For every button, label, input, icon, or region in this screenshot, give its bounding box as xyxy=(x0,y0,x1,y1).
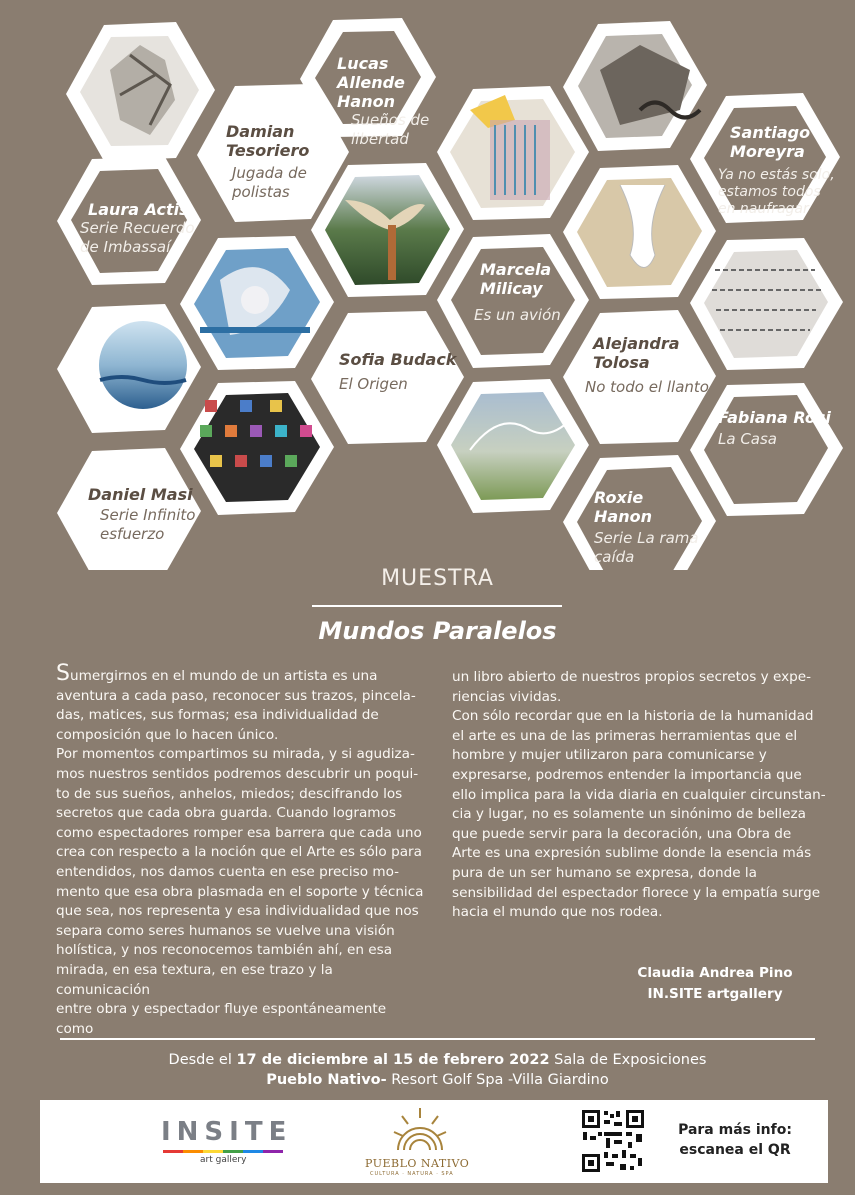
artist-name: Hanon xyxy=(337,92,395,111)
text-line: que sea, nos representa y esa individualidad que nos xyxy=(56,903,419,920)
drop-cap: S xyxy=(56,661,70,686)
hex-squares-img xyxy=(180,381,334,515)
work-title: caída xyxy=(594,548,635,566)
section-heading: MUESTRA xyxy=(381,566,494,591)
qr-code-icon[interactable] xyxy=(580,1108,646,1174)
venue-line: Pueblo Nativo- Resort Golf Spa -Villa Giardino xyxy=(266,1072,609,1088)
artist-label-roxie xyxy=(594,488,704,567)
artist-name: Tolosa xyxy=(593,353,650,372)
work-title: libertad xyxy=(351,130,409,148)
text-line: hombre y mujer utilizaron para comunicarse y xyxy=(452,747,767,764)
footer-divider xyxy=(60,1038,815,1040)
title-divider xyxy=(312,605,562,607)
work-title: No todo el llanto xyxy=(585,378,709,396)
insite-subtitle: art gallery xyxy=(200,1155,247,1165)
text-line: aventura a cada paso, reconocer sus trazos, pincela- xyxy=(56,687,416,704)
text-line: mos nuestros sentidos podremos descubrir un poqui- xyxy=(56,765,419,782)
work-title: Sueños de xyxy=(351,111,430,129)
work-title: polistas xyxy=(232,183,290,201)
hex-sea-img xyxy=(57,304,201,433)
artist-label-santiago xyxy=(718,123,836,218)
artist-label-damian xyxy=(226,122,336,202)
dates-line: Desde el 17 de diciembre al 15 de febrero 2022 Sala de Exposiciones xyxy=(168,1052,707,1068)
work-title: esfuerzo xyxy=(100,525,165,543)
artist-label-marcela xyxy=(474,260,580,325)
text-line: Arte es una expresión sublime donde la esencia más xyxy=(452,845,812,862)
artist-label-lucas xyxy=(337,54,447,149)
text-line: sensibilidad del espectador florece y la empatía surge xyxy=(452,884,821,901)
pueblo-nativo-sun-icon xyxy=(390,1104,450,1156)
text-line: Con sólo recordar que en la historia de la humanidad xyxy=(452,708,814,725)
hex-polistas xyxy=(66,22,215,161)
date-range: 17 de diciembre al 15 de febrero 2022 xyxy=(236,1052,550,1068)
work-title: Ya no estás solo, xyxy=(718,167,835,183)
body-text-left xyxy=(56,661,426,1039)
text-line: cia y lugar, no es solamente un sinónimo de belleza xyxy=(452,806,806,823)
exhibition-title: Mundos Paralelos xyxy=(318,617,557,645)
signature xyxy=(600,963,830,1005)
artist-label-daniel xyxy=(88,485,198,544)
work-title: Es un avión xyxy=(474,306,561,324)
artist-label-laura xyxy=(80,200,205,257)
venue-name: Pueblo Nativo- xyxy=(266,1072,387,1088)
artist-name: Milicay xyxy=(480,279,543,298)
hex-santiago-img xyxy=(563,21,707,151)
info-line: Para más info: xyxy=(678,1122,792,1138)
text-line: crea con respecto a la noción que el Arte es sólo para xyxy=(56,844,422,861)
insite-logo: INSITE xyxy=(161,1117,293,1147)
artist-name: Moreyra xyxy=(730,142,805,161)
artist-label-fabiana xyxy=(718,408,833,449)
artist-name: Tesoriero xyxy=(226,141,310,160)
artist-name: Roxie Hanon xyxy=(594,488,652,526)
artist-name: Marcela xyxy=(480,260,552,279)
text-line: mento que esa obra plasmada en el soporte y técnica xyxy=(56,883,424,900)
text-line: ello implica para la vida diaria en cualquier circunstan- xyxy=(452,786,826,803)
text-line: entendidos, nos damos cuenta en ese preciso mo- xyxy=(56,863,400,880)
text-line: Por momentos compartimos su mirada, y si agudiza- xyxy=(56,746,415,763)
hex-landscape-img xyxy=(437,379,589,513)
text-line: el arte es una de las primeras herramientas que el xyxy=(452,727,798,744)
artist-name: Lucas Allende xyxy=(337,54,405,92)
text-line: pura de un ser humano se expresa, donde la xyxy=(452,864,758,881)
artist-name: Alejandra xyxy=(593,334,680,353)
text-line: separa como seres humanos se vuelve una visión xyxy=(56,922,395,939)
pueblo-nativo-subtitle: CULTURA · NATURA · SPA xyxy=(370,1171,454,1177)
text-line: un libro abierto de nuestros propios secretos y expe- xyxy=(452,669,812,685)
work-title: estamos todos xyxy=(718,184,821,200)
text-line: composición que lo hacen único. xyxy=(56,726,279,743)
text-line: das, matices, sus formas; esa individualidad de xyxy=(56,707,379,724)
artist-name: Laura Actis xyxy=(88,200,189,219)
work-title: Serie La rama xyxy=(594,529,699,547)
artist-hex-grid xyxy=(0,0,855,570)
artist-label-sofia xyxy=(339,350,459,394)
artist-name: Sofia Budack xyxy=(339,350,457,369)
body-text-right xyxy=(452,668,832,923)
signature-gallery: IN.SITE artgallery xyxy=(647,986,783,1002)
hex-bolero-img xyxy=(563,165,716,299)
info-line: escanea el QR xyxy=(679,1142,791,1158)
exhibition-dates xyxy=(0,1050,855,1090)
work-title: La Casa xyxy=(718,430,777,448)
hex-marcela-img xyxy=(437,86,589,220)
text-line: expresarse, podremos entender la importancia que xyxy=(452,766,802,783)
work-title: El Origen xyxy=(339,375,408,393)
more-info-text xyxy=(670,1120,800,1160)
artist-label-alejandra xyxy=(585,334,710,397)
text-line: secretos que cada obra guarda. Cuando logramos xyxy=(56,805,396,822)
text-line: como espectadores romper esa barrera que cada uno xyxy=(56,824,422,841)
text-line: que puede servir para la decoración, una Obra de xyxy=(452,825,792,842)
text-line: riencias vividas. xyxy=(452,688,562,705)
text-line: mirada, en esa textura, en ese trazo y la comunicación xyxy=(56,961,333,998)
text-line: entre obra y espectador fluye espontáneamente como xyxy=(56,1001,387,1037)
work-title: de Imbassaí xyxy=(80,238,171,256)
text-line: Sumergirnos en el mundo de un artista es una xyxy=(56,661,378,686)
artist-name: Fabiana Rosi xyxy=(718,408,831,427)
text-line: to de sus sueños, anhelos, miedos; descifrando los xyxy=(56,785,403,802)
pueblo-nativo-logo: PUEBLO NATIVO xyxy=(365,1157,470,1170)
insite-logo-colorbar xyxy=(163,1150,283,1153)
artist-name: Santiago xyxy=(730,123,811,142)
work-title: en naufragar xyxy=(718,201,809,217)
work-title: Jugada de xyxy=(232,164,307,182)
hex-casa-img xyxy=(690,238,843,370)
artist-name: Damian xyxy=(226,122,295,141)
text-line: holística, y nos reconocemos también ahí, en esa xyxy=(56,942,393,959)
artist-name: Daniel Masi xyxy=(88,485,193,504)
footer-logos xyxy=(40,1100,828,1183)
work-title: Serie Infinito xyxy=(100,506,196,524)
hex-fabiana xyxy=(690,383,843,516)
text-line: hacia el mundo que nos rodea. xyxy=(452,904,663,921)
work-title: Serie Recuerdo xyxy=(80,219,195,237)
signature-author: Claudia Andrea Pino xyxy=(637,965,793,981)
